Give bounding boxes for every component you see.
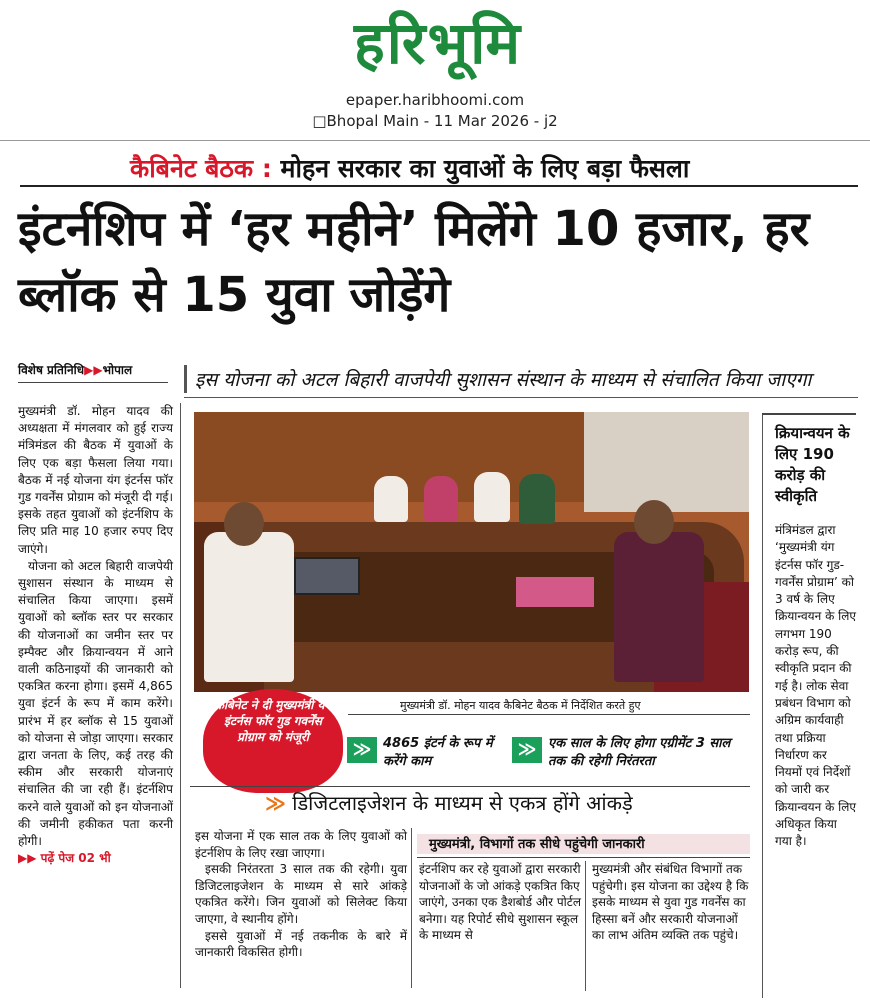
sidebar-text: मंत्रिमंडल द्वारा ‘मुख्यमंत्री यंग इंटर्नस फॉर गुड-गवर्नेंस प्रोग्राम’ को 3 वर्ष के लिए क्रियान्वयन के लिए लगभग 190 करोड़ रूप, की स्वीकृति प्रदान की गई है। लोक सेवा प्रबंधन विभाग को अग्रिम कार्यवाही तथा प्रक्रिया निर्धारण कर नियमों एवं निर्देशों को जारी कर क्रियान्वयन के लिए अधिकृत किया गया है। (775, 523, 856, 849)
chevron-icon: ≫ (347, 737, 377, 763)
photo-person (614, 532, 704, 682)
photo-person (519, 474, 555, 524)
photo-window (584, 412, 749, 512)
photo-head (634, 500, 674, 544)
subheading-text: डिजिटलाइजेशन के माध्यम से एकत्र होंगे आंकड़े (292, 791, 633, 815)
photo-person (374, 476, 408, 522)
kicker (130, 151, 689, 185)
sidebar-heading: क्रियान्वयन के लिए 190 करोड़ की स्वीकृति (775, 424, 850, 505)
newspaper-page (0, 140, 870, 1002)
byline-author: विशेष प्रतिनिधि (18, 363, 85, 377)
edition-line: □Bhopal Main - 11 Mar 2026 - j2 (312, 112, 558, 130)
site-url[interactable]: epaper.haribhoomi.com (345, 91, 525, 109)
col2-paragraph-3: इससे युवाओं में नई तकनीक के बारे में जानकारी विकसित होगी। (195, 928, 407, 960)
highlight-agreement-text: एक साल के लिए होगा एग्रीमेंट 3 साल तक की रहेगी निरंतरता (548, 736, 731, 769)
haribhoomi-logo[interactable]: हरिभूमि (353, 9, 523, 77)
masthead (0, 0, 870, 140)
deck-rule (184, 397, 858, 398)
col2-paragraph-2: इसकी निरंतरता 3 साल तक की रहेगी। युवा डिजिटलाइजेशन के माध्यम से सारे आंकड़े एकत्रित करेंगे। जिन युवाओं को सिलेक्ट किया जाएगा, वे स्थानीय होंगे। (195, 862, 407, 926)
byline (18, 361, 168, 383)
photo-folder (516, 577, 594, 607)
column-1 (18, 403, 173, 867)
kicker-rule (20, 185, 858, 187)
deck-bar (184, 365, 187, 393)
photo-person (204, 532, 294, 682)
column-4: मुख्यमंत्री और संबंधित विभागों तक पहुंचेगी। इस योजना का उद्देश्य है कि इसके माध्यम से युवा गुड गवर्नेंस का हिस्सा बनें और सरकारी योजनाओं का लाभ अंतिम व्यक्ति तक पहुंचे। (592, 862, 749, 943)
deck: इस योजना को अटल बिहारी वाजपेयी सुशासन संस्थान के माध्यम से संचालित किया जाएगा (195, 369, 812, 391)
subhead-rule (190, 786, 750, 787)
headline: इंटर्नशिप में ‘हर महीने’ मिलेंगे 10 हजार, हर ब्लॉक से 15 युवा जोड़ेंगे (18, 201, 810, 323)
photo-caption: मुख्यमंत्री डॉ. मोहन यादव कैबिनेट बैठक में निर्देशित करते हुए (400, 699, 641, 712)
col1-paragraph-1: मुख्यमंत्री डॉ. मोहन यादव की अध्यक्षता में मंगलवार को हुई राज्य मंत्रिमंडल की बैठक में युवाओं के लिए एक बड़ा फैसला लिया गया। बैठक में नई योजना यंग इंटर्नस फॉर गुड गवर्नेंस प्रोग्राम को मंजूरी दी गई। इसके तहत युवाओं को इंटर्नशिप के लिए प्रति माह 10 हजार रुपए दिए जाएंगे। (18, 404, 173, 556)
highlight-rule (348, 714, 750, 715)
cabinet-meeting-photo (194, 412, 749, 692)
sidebar-divider (762, 413, 763, 998)
chevron-icon: ≫ (512, 737, 542, 763)
highlight-interns-text: 4865 इंटर्न के रूप में करेंगे काम (383, 736, 493, 769)
photo-person (474, 472, 510, 522)
kicker-text: मोहन सरकार का युवाओं के लिए बड़ा फैसला (280, 154, 690, 183)
subheading (265, 789, 633, 816)
continued-link[interactable]: ▶▶ पढ़ें पेज 02 भी (18, 851, 111, 866)
cabinet-badge: कैबिनेट ने दी मुख्यमंत्री यंग इंटर्नस फॉर गुड गवर्नेंस प्रोग्राम को मंजूरी (203, 689, 343, 793)
column-divider (180, 403, 181, 988)
kicker-red-text: कैबिनेट बैठक : (130, 154, 281, 183)
column-3: इंटर्नशिप कर रहे युवाओं द्वारा सरकारी योजनाओं के जो आंकड़े एकत्रित किए जाएंगे, उनका एक डैशबोर्ड और पोर्टल बनेगा। यह रिपोर्ट सीधे सुशासन स्कूल के माध्यम से (419, 862, 581, 943)
col1-paragraph-2: योजना को अटल बिहारी वाजपेयी सुशासन संस्थान के माध्यम से संचालित किया जाएगा। इसमें युवाओं को ब्लॉक स्तर पर सरकार की योजनाओं का जमीन स्तर पर इम्पैक्ट और क्रियान्वयन में आने वाली कठिनाइयों की जानकारी को एकत्रित करना होगा। इसमें 4,865 युवा इंटर्न के रूप में काम करेंगे। प्रारंभ में हर ब्लॉक से 15 युवाओं को योजना से जोड़ा जाएगा। सरकार द्वारा जनता के लिए, कई तरह की स्कीम और सरकारी योजनाएं संचालित की जा रही हैं। इंटर्नशिप करने वाले युवाओं को इन योजनाओं की जमीनी हकीकत पता करनी होगी। (18, 558, 173, 849)
highlight-interns (347, 735, 507, 771)
photo-person (424, 476, 458, 522)
byline-place: भोपाल (102, 363, 133, 377)
column-divider (411, 828, 412, 988)
photo-laptop (294, 557, 360, 595)
column-divider (585, 861, 586, 991)
highlight-agreement (512, 735, 752, 771)
sidebar-rule (762, 413, 856, 415)
subsection-rule (417, 857, 750, 858)
column-2 (195, 828, 407, 961)
chevron-icon: ≫ (265, 791, 286, 815)
subsection-heading: मुख्यमंत्री, विभागों तक सीधे पहुंचेगी जानकारी (417, 834, 750, 854)
photo-head (224, 502, 264, 546)
col2-paragraph-1: इस योजना में एक साल तक के लिए युवाओं को इंटर्नशिप के लिए रखा जाएगा। (195, 829, 407, 860)
byline-arrow-icon: ▶▶ (84, 363, 103, 377)
